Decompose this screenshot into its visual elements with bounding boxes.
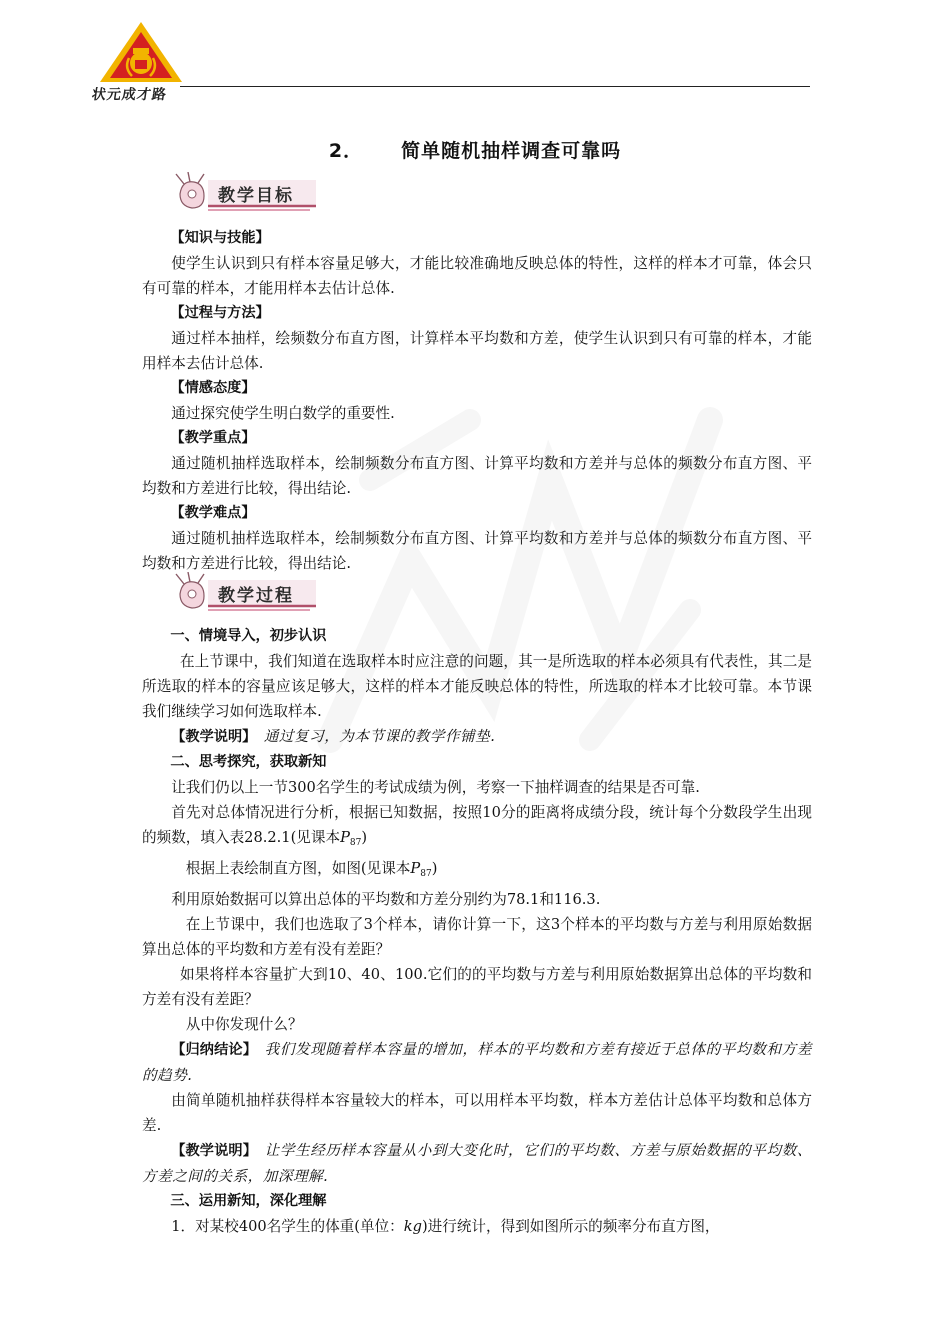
p2-7: 从中你发现什么？ (185, 1016, 303, 1033)
note1-label: 【教学说明】 (171, 729, 250, 745)
section-badge-goals (170, 172, 320, 216)
page-ref-num-2: 87 (420, 869, 432, 879)
badge-goals-label: 教学目标 (218, 186, 294, 206)
logo-text: 状元成才路 (90, 87, 168, 103)
part1-text: 在上节课中，我们知道在选取样本时应注意的问题，其一是所选取的样本必须具有代表性，其二是所选取的样本的容量应该足够大，这样的样本才能反映总体的特性，所选取的样本才比较可靠。本节课我们继续学习如何选取样本. (142, 653, 812, 720)
note2 (142, 1138, 812, 1189)
process-content (142, 624, 812, 1239)
note1 (142, 724, 812, 750)
part1-heading: 一、情境导入，初步认识 (170, 628, 327, 644)
p2-2: 首先对总体情况进行分析，根据已知数据，按照10分的距离将成绩分段，统计每个分数段学生出现的频数，填入表28.2.1(见课本$P_{87}$) (142, 804, 812, 848)
title-text: 简单随机抽样调查可靠吗 (401, 140, 622, 162)
conclusion-text: 我们发现随着样本容量的增加，样本的平均数和方差有接近于总体的平均数和方差的趋势. (142, 1041, 812, 1084)
badge-process-label: 教学过程 (218, 586, 294, 606)
p2-4: 利用原始数据可以算出总体的平均数和方差分别约为78.1和116.3. (171, 891, 601, 908)
p2-5: 在上节课中，我们也选取了3个样本，请你计算一下，这3个样本的平均数与方差与利用原始数据算出总体的平均数和方差有没有差距？ (142, 916, 812, 958)
p3-1 (142, 1214, 812, 1239)
note2-text: 让学生经历样本容量从小到大变化时，它们的平均数、方差与原始数据的平均数、方差之间的关系，加深理解. (142, 1142, 812, 1185)
part3-heading: 三、运用新知，深化理解 (170, 1193, 327, 1209)
page-ref-letter: P (340, 829, 350, 846)
p2-6: 如果将样本容量扩大到10、40、100.它们的的平均数与方差与利用原始数据算出总体的平均数和方差有没有差距？ (142, 966, 812, 1008)
p3-1b: )进行统计，得到如图所示的频率分布直方图， (421, 1218, 720, 1235)
page-ref-letter-2: P (410, 860, 421, 877)
process-heading: 【过程与方法】 (170, 305, 270, 321)
attitude-text: 通过探究使学生明白数学的重要性. (171, 405, 395, 422)
page-ref-num: 87 (349, 838, 362, 848)
difficult-points-text: 通过随机抽样选取样本，绘制频数分布直方图、计算平均数和方差并与总体的频数分布直方图、平均数和方差进行比较，得出结论. (142, 530, 812, 572)
p3-1-unit: kg (403, 1218, 422, 1235)
attitude-heading: 【情感态度】 (170, 380, 256, 396)
title-number: 2． (328, 140, 364, 162)
process-text: 通过样本抽样，绘频数分布直方图，计算样本平均数和方差，使学生认识到只有可靠的样本，才能用样本去估计总体. (142, 330, 812, 372)
key-points-heading: 【教学重点】 (170, 430, 256, 446)
p2-3: 根据上表绘制直方图，如图(见课本$P_{87}$) (185, 860, 438, 879)
key-points-text: 通过随机抽样选取样本，绘制频数分布直方图、计算平均数和方差并与总体的频数分布直方图、平均数和方差进行比较，得出结论. (142, 455, 812, 497)
section-badge-process (170, 572, 320, 616)
p2-3-text: 根据上表绘制直方图，如图(见课本 (185, 860, 411, 877)
conclusion (142, 1037, 812, 1088)
note1-text: 通过复习，为本节课的教学作铺垫. (263, 728, 496, 745)
difficult-points-heading: 【教学难点】 (170, 505, 256, 521)
conclusion-label: 【归纳结论】 (171, 1042, 250, 1058)
knowledge-text: 使学生认识到只有样本容量足够大，才能比较准确地反映总体的特性，这样的样本才可靠，体会只有可靠的样本，才能用样本去估计总体. (142, 255, 812, 297)
knowledge-heading: 【知识与技能】 (170, 230, 270, 246)
p2-8: 由简单随机抽样获得样本容量较大的样本，可以用样本平均数，样本方差估计总体平均数和总体方差. (142, 1092, 812, 1134)
note2-label: 【教学说明】 (171, 1143, 250, 1159)
goals-content (142, 226, 812, 576)
part2-heading: 二、思考探究，获取新知 (170, 754, 327, 770)
p3-1a: 1．对某校400名学生的体重(单位： (171, 1218, 404, 1235)
page-title (0, 136, 950, 163)
p2-2-text: 首先对总体情况进行分析，根据已知数据，按照10分的距离将成绩分段，统计每个分数段学生出现的频数，填入表28.2.1(见课本 (142, 804, 812, 846)
p2-1: 让我们仍以上一节300名学生的考试成绩为例，考察一下抽样调查的结果是否可靠. (171, 779, 700, 796)
header-rule (180, 86, 810, 87)
